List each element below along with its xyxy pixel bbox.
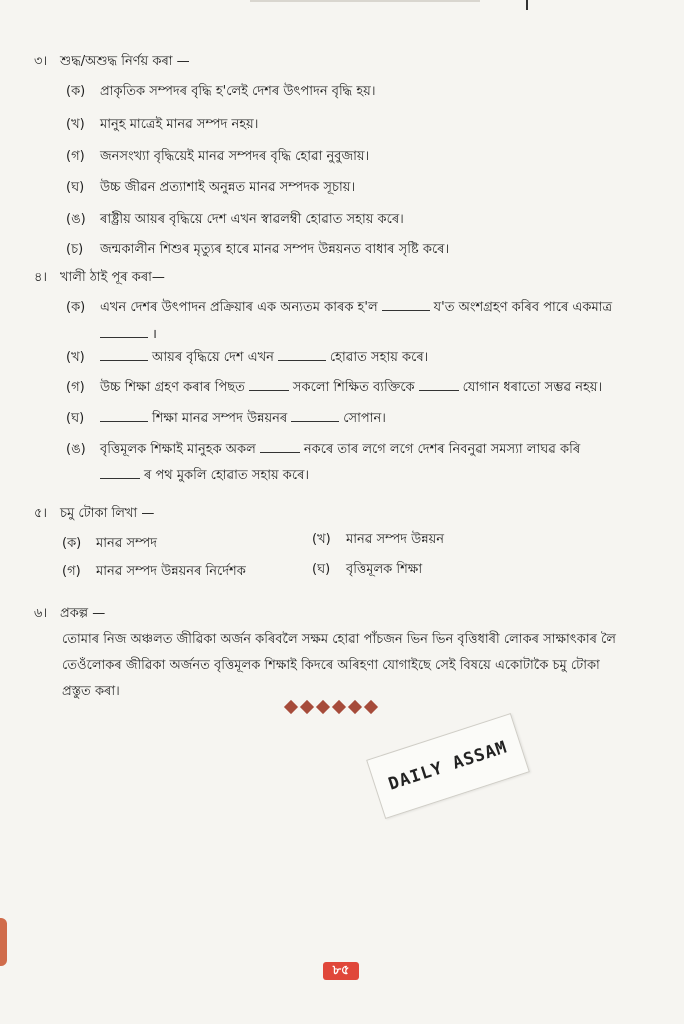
s4-item-e-continued bbox=[100, 466, 309, 487]
item-text: সকলো শিক্ষিত ব্যক্তিকে bbox=[292, 380, 415, 395]
item-marker: (গ) bbox=[66, 380, 85, 395]
top-edge-line bbox=[250, 0, 480, 2]
item-marker: (ক) bbox=[62, 536, 82, 551]
fill-blank bbox=[100, 411, 148, 422]
fill-blank bbox=[100, 468, 140, 479]
section-number: ৪। bbox=[34, 270, 48, 285]
s3-item bbox=[66, 115, 258, 136]
section-number: ৩। bbox=[34, 54, 48, 69]
star-ornament bbox=[348, 700, 362, 714]
fill-blank bbox=[249, 380, 289, 391]
s3-item bbox=[66, 210, 404, 231]
project-line: তোমাৰ নিজ অঞ্চলত জীৱিকা অৰ্জন কৰিবলৈ সক্ষম হোৱা পাঁচজন ভিন ভিন বৃত্তিধাৰী লোকৰ সাক্ষাৎকাৰ লৈ bbox=[62, 632, 616, 647]
item-text: জন্মকালীন শিশুৰ মৃত্যুৰ হাৰে মানৱ সম্পদ উন্নয়নত বাধাৰ সৃষ্টি কৰে। bbox=[100, 242, 450, 257]
item-text: । bbox=[152, 327, 157, 342]
item-marker: (ঙ) bbox=[66, 212, 86, 227]
item-text: জনসংখ্যা বৃদ্ধিয়েই মানৱ সম্পদৰ বৃদ্ধি হোৱা নুবুজায়। bbox=[100, 149, 370, 164]
s5-item bbox=[312, 530, 444, 551]
item-marker: (খ) bbox=[66, 350, 85, 365]
s4-item-e bbox=[66, 440, 580, 461]
item-text: প্ৰাকৃতিক সম্পদৰ বৃদ্ধি হ'লেই দেশৰ উৎপাদন বৃদ্ধি হয়। bbox=[100, 84, 376, 99]
s5-item bbox=[62, 534, 157, 555]
project-line: তেওঁলোকৰ জীৱিকা অৰ্জনত বৃত্তিমূলক শিক্ষাই কিদৰে অৰিহণা যোগাইছে সেই বিষয়ে একোটাকৈ চমু টোকা bbox=[62, 658, 600, 673]
s4-item-a-continued bbox=[100, 324, 157, 342]
item-marker: (গ) bbox=[66, 149, 85, 164]
fill-blank bbox=[260, 442, 300, 453]
item-text: সোপান। bbox=[343, 411, 386, 426]
star-ornament bbox=[284, 700, 298, 714]
item-marker: (ক) bbox=[66, 84, 86, 99]
section-number: ৫। bbox=[34, 506, 48, 521]
s5-item bbox=[62, 562, 246, 583]
section-6-heading bbox=[34, 604, 105, 625]
top-tick-mark bbox=[526, 0, 528, 10]
s4-item-a bbox=[66, 298, 612, 319]
section-5-heading bbox=[34, 504, 154, 525]
item-text: আয়ৰ বৃদ্ধিয়ে দেশ এখন bbox=[152, 350, 274, 365]
s4-item-d bbox=[66, 409, 386, 430]
item-marker: (ঘ) bbox=[312, 562, 331, 577]
item-text: মানৱ সম্পদ bbox=[96, 536, 157, 551]
watermark-stamp: DAILY ASSAM bbox=[366, 713, 530, 819]
section-title: খালী ঠাই পূৰ কৰা— bbox=[60, 270, 165, 285]
item-text: এখন দেশৰ উৎপাদন প্ৰক্ৰিয়াৰ এক অন্যতম কাৰক হ'ল bbox=[100, 300, 378, 315]
s3-item bbox=[66, 82, 375, 103]
star-ornament bbox=[364, 700, 378, 714]
item-text: ৰ পথ মুকলি হোৱাত সহায় কৰে। bbox=[144, 468, 310, 483]
fill-blank bbox=[291, 411, 339, 422]
red-edge-mark bbox=[0, 918, 7, 966]
s3-item bbox=[66, 240, 449, 261]
item-text: ৰাষ্ট্ৰীয় আয়ৰ বৃদ্ধিয়ে দেশ এখন স্বাৱলম্বী হোৱাত সহায় কৰে। bbox=[100, 212, 404, 227]
decorative-stars bbox=[286, 702, 376, 712]
item-text: মানৱ সম্পদ উন্নয়ন bbox=[346, 532, 445, 547]
item-text: বৃত্তিমূলক শিক্ষাই মানুহক অকল bbox=[100, 442, 256, 457]
section-number: ৬। bbox=[34, 606, 48, 621]
fill-blank bbox=[419, 380, 459, 391]
item-marker: (গ) bbox=[62, 564, 81, 579]
item-marker: (ঘ) bbox=[66, 180, 85, 195]
item-text: শিক্ষা মানৱ সম্পদ উন্নয়নৰ bbox=[152, 411, 288, 426]
item-marker: (ক) bbox=[66, 300, 86, 315]
section-title: প্ৰকল্প — bbox=[60, 606, 106, 621]
item-text: য'ত অংশগ্ৰহণ কৰিব পাৰে একমাত্ৰ bbox=[433, 300, 612, 315]
fill-blank bbox=[100, 350, 148, 361]
s3-item bbox=[66, 147, 369, 168]
item-text: উচ্চ শিক্ষা গ্ৰহণ কৰাৰ পিছত bbox=[100, 380, 245, 395]
item-text: উচ্চ জীৱন প্ৰত্যাশাই অনুন্নত মানৱ সম্পদক সূচায়। bbox=[100, 180, 356, 195]
star-ornament bbox=[300, 700, 314, 714]
s4-item-c bbox=[66, 378, 602, 399]
item-marker: (খ) bbox=[66, 117, 85, 132]
item-text: যোগান ধৰাতো সম্ভৱ নহয়। bbox=[462, 380, 603, 395]
fill-blank bbox=[278, 350, 326, 361]
item-text: বৃত্তিমূলক শিক্ষা bbox=[346, 562, 423, 577]
item-marker: (ঙ) bbox=[66, 442, 86, 457]
item-text: মানুহ মাত্ৰেই মানৱ সম্পদ নহয়। bbox=[100, 117, 259, 132]
item-marker: (ঘ) bbox=[66, 411, 85, 426]
item-text: মানৱ সম্পদ উন্নয়নৰ নিৰ্দেশক bbox=[96, 564, 246, 579]
fill-blank bbox=[382, 300, 430, 311]
section-4-heading bbox=[34, 268, 165, 289]
item-marker: (খ) bbox=[312, 532, 331, 547]
item-text: নকৰে তাৰ লগে লগে দেশৰ নিবনুৱা সমস্যা লাঘৱ কৰি bbox=[303, 442, 581, 457]
star-ornament bbox=[332, 700, 346, 714]
section-3-heading bbox=[34, 52, 190, 73]
s4-item-b bbox=[66, 348, 428, 369]
s3-item bbox=[66, 178, 355, 199]
star-ornament bbox=[316, 700, 330, 714]
fill-blank bbox=[100, 327, 148, 338]
page-number: ৮৫ bbox=[323, 962, 359, 980]
section-title: শুদ্ধ/অশুদ্ধ নিৰ্ণয় কৰা — bbox=[60, 54, 190, 69]
section-title: চমু টোকা লিখা — bbox=[60, 506, 155, 521]
project-line: প্ৰস্তুত কৰা। bbox=[62, 684, 120, 699]
item-marker: (চ) bbox=[66, 242, 84, 257]
s5-item bbox=[312, 560, 422, 581]
item-text: হোৱাত সহায় কৰে। bbox=[329, 350, 429, 365]
